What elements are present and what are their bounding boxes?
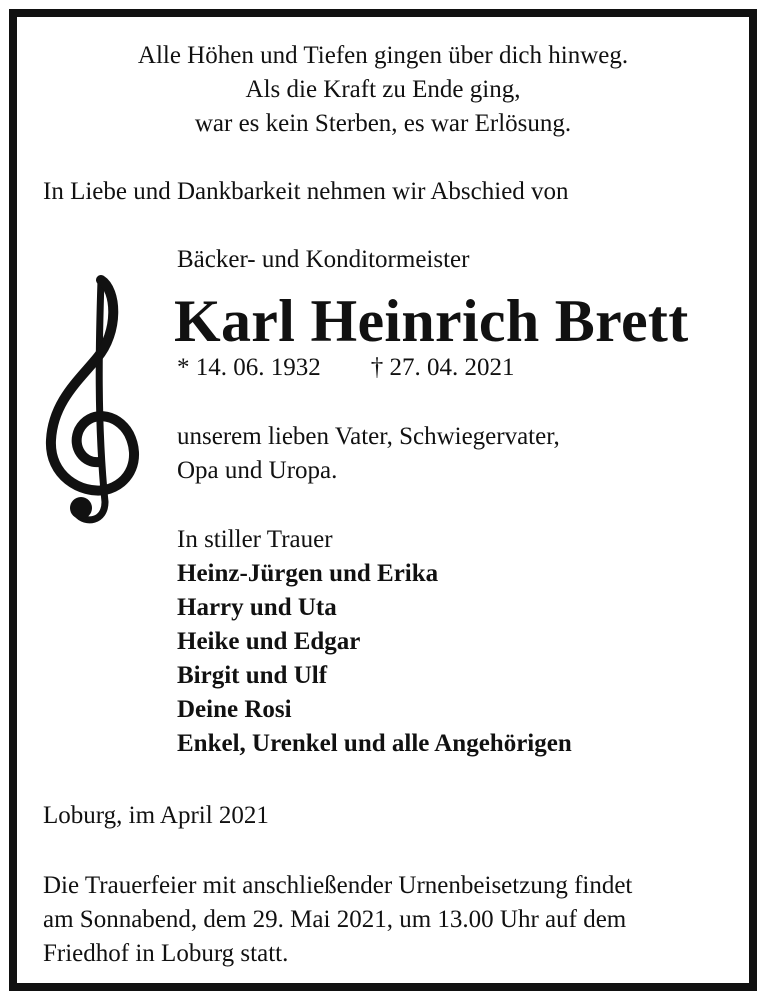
funeral-line: Friedhof in Loburg statt. [43,940,289,967]
mourners-block [177,523,572,761]
mourner-name: Heike und Edgar [177,628,361,655]
treble-clef-icon [41,262,141,527]
relation-text [177,420,560,488]
relation-line: unserem lieben Vater, Schwiegervater, [177,423,560,450]
death-date: † 27. 04. 2021 [370,354,515,381]
place-date: Loburg, im April 2021 [43,802,269,829]
poem-line: war es kein Sterben, es war Erlösung. [194,110,572,137]
mourner-name: Birgit und Ulf [177,662,328,689]
birth-date: * 14. 06. 1932 [177,354,321,381]
funeral-line: am Sonnabend, dem 29. Mai 2021, um 13.00 Uhr auf dem [43,906,627,933]
mourner-name: Harry und Uta [177,594,337,621]
life-dates [177,351,515,385]
deceased-title: Bäcker- und Konditormeister [177,246,470,273]
deceased-name: Karl Heinrich Brett [174,288,689,354]
funeral-info [43,869,632,971]
mourner-name: Enkel, Urenkel und alle Angehörigen [177,730,572,757]
mourner-name: Heinz-Jürgen und Erika [177,560,439,587]
obituary-notice [9,9,757,991]
poem-line: Als die Kraft zu Ende ging, [245,76,521,103]
poem [17,39,749,141]
mourner-name: Deine Rosi [177,696,292,723]
relation-line: Opa und Uropa. [177,457,338,484]
intro-text: In Liebe und Dankbarkeit nehmen wir Abschied von [43,178,569,205]
poem-line: Alle Höhen und Tiefen gingen über dich hinweg. [137,42,629,69]
mourners-heading: In stiller Trauer [177,526,333,553]
funeral-line: Die Trauerfeier mit anschließender Urnenbeisetzung findet [43,872,633,899]
